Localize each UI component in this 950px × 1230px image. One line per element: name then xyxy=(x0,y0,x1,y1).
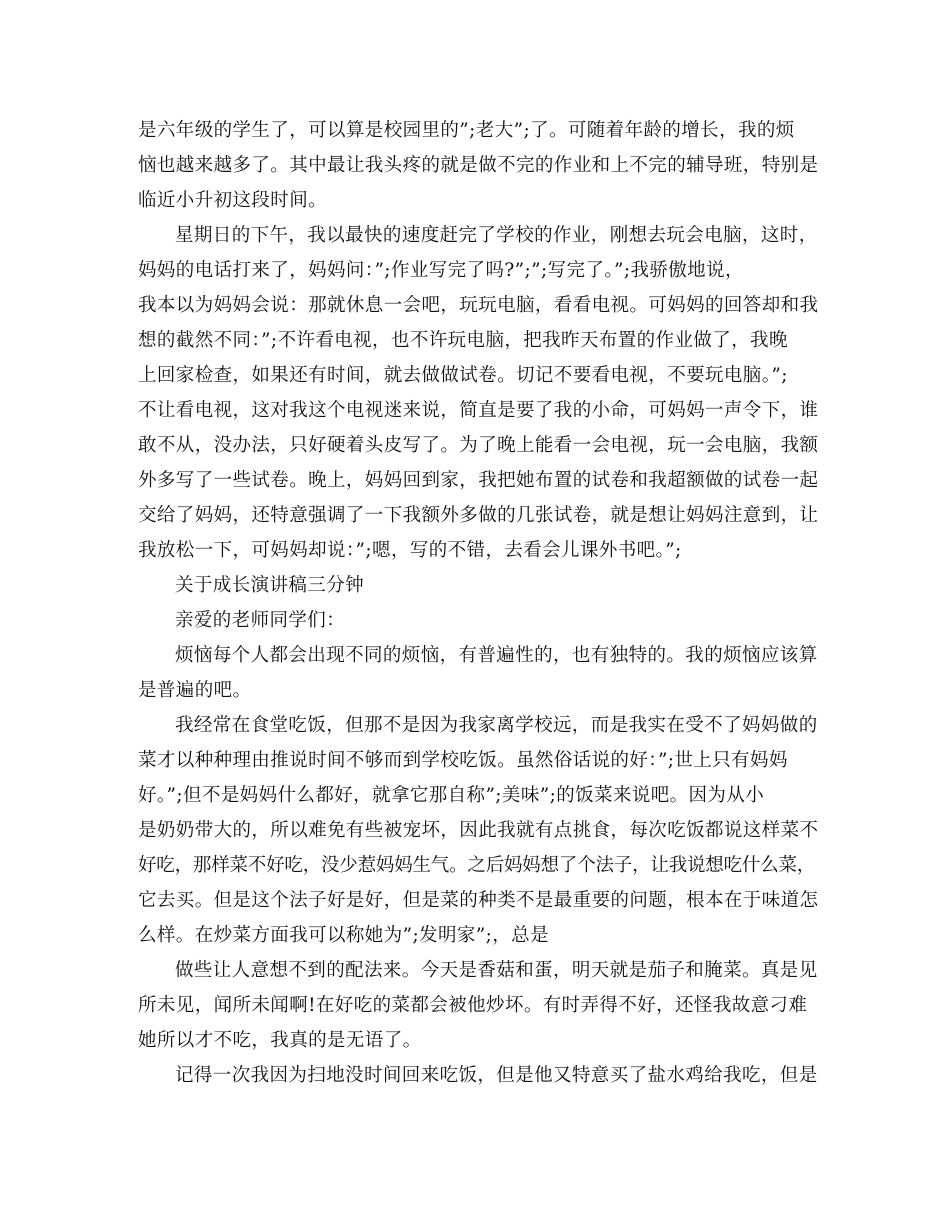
text-line: 不让看电视，这对我这个电视迷来说，简直是要了我的小命，可妈妈一声令下，谁 xyxy=(138,400,819,421)
text-line: 菜才以种种理由推说时间不够而到学校吃饭。虽然俗话说的好：”;世上只有妈妈 xyxy=(138,750,788,771)
text-line: 做些让人意想不到的配法来。今天是香菇和蛋，明天就是茄子和腌菜。真是见 xyxy=(175,960,818,981)
text-line: 好吃，那样菜不好吃，没少惹妈妈生气。之后妈妈想了个法子，让我说想吃什么菜， xyxy=(138,855,816,876)
text-line: 所未见，闻所未闻啊!在好吃的菜都会被他炒坏。有时弄得不好，还怪我故意刁难 xyxy=(138,995,808,1016)
text-line: 想的截然不同：”;不许看电视，也不许玩电脑，把我昨天布置的作业做了，我晚 xyxy=(138,330,788,351)
text-line: 妈妈的电话打来了，妈妈问：”;作业写完了吗?”;”;写完了。”;我骄傲地说， xyxy=(138,260,744,281)
text-line: 亲爱的老师同学们： xyxy=(175,610,346,631)
text-line: 是普遍的吧。 xyxy=(138,680,252,701)
text-line: 外多写了一些试卷。晚上，妈妈回到家，我把她布置的试卷和我超额做的试卷一起 xyxy=(138,470,819,491)
text-line: 我放松一下，可妈妈却说：”;嗯，写的不错，去看会儿课外书吧。”; xyxy=(138,540,682,561)
text-line: 好。”;但不是妈妈什么都好，就拿它那自称”;美味”;的饭菜来说吧。因为从小 xyxy=(138,785,765,806)
body-text xyxy=(138,113,818,1093)
text-line: 临近小升初这段时间。 xyxy=(138,190,328,211)
text-line: 我经常在食堂吃饭，但那不是因为我家离学校远，而是我实在受不了妈妈做的 xyxy=(175,715,818,736)
text-line: 交给了妈妈，还特意强调了一下我额外多做的几张试卷，就是想让妈妈注意到，让 xyxy=(138,505,819,526)
text-line: 记得一次我因为扫地没时间回来吃饭，但是他又特意买了盐水鸡给我吃，但是 xyxy=(175,1065,818,1086)
text-line: 我本以为妈妈会说：那就休息一会吧，玩玩电脑，看看电视。可妈妈的回答却和我 xyxy=(138,295,819,316)
text-line: 关于成长演讲稿三分钟 xyxy=(175,575,365,596)
text-line: 它去买。但是这个法子好是好，但是菜的种类不是最重要的问题，根本在于味道怎 xyxy=(138,890,819,911)
text-line: 是六年级的学生了，可以算是校园里的”;老大”;了。可随着年龄的增长，我的烦 xyxy=(138,120,795,141)
text-line: 上回家检查，如果还有时间，就去做做试卷。切记不要看电视，不要玩电脑。”; xyxy=(138,365,788,386)
text-line: 么样。在炒菜方面我可以称她为”;发明家”;，总是 xyxy=(138,925,549,946)
text-line: 敢不从，没办法，只好硬着头皮写了。为了晚上能看一会电视，玩一会电脑，我额 xyxy=(138,435,819,456)
text-line: 星期日的下午，我以最快的速度赶完了学校的作业，刚想去玩会电脑，这时， xyxy=(175,225,818,246)
text-line: 烦恼每个人都会出现不同的烦恼，有普遍性的，也有独特的。我的烦恼应该算 xyxy=(175,645,818,666)
text-line: 她所以才不吃，我真的是无语了。 xyxy=(138,1030,422,1051)
text-line: 恼也越来越多了。其中最让我头疼的就是做不完的作业和上不完的辅导班，特别是 xyxy=(138,155,819,176)
text-line: 是奶奶带大的，所以难免有些被宠坏，因此我就有点挑食，每次吃饭都说这样菜不 xyxy=(138,820,819,841)
